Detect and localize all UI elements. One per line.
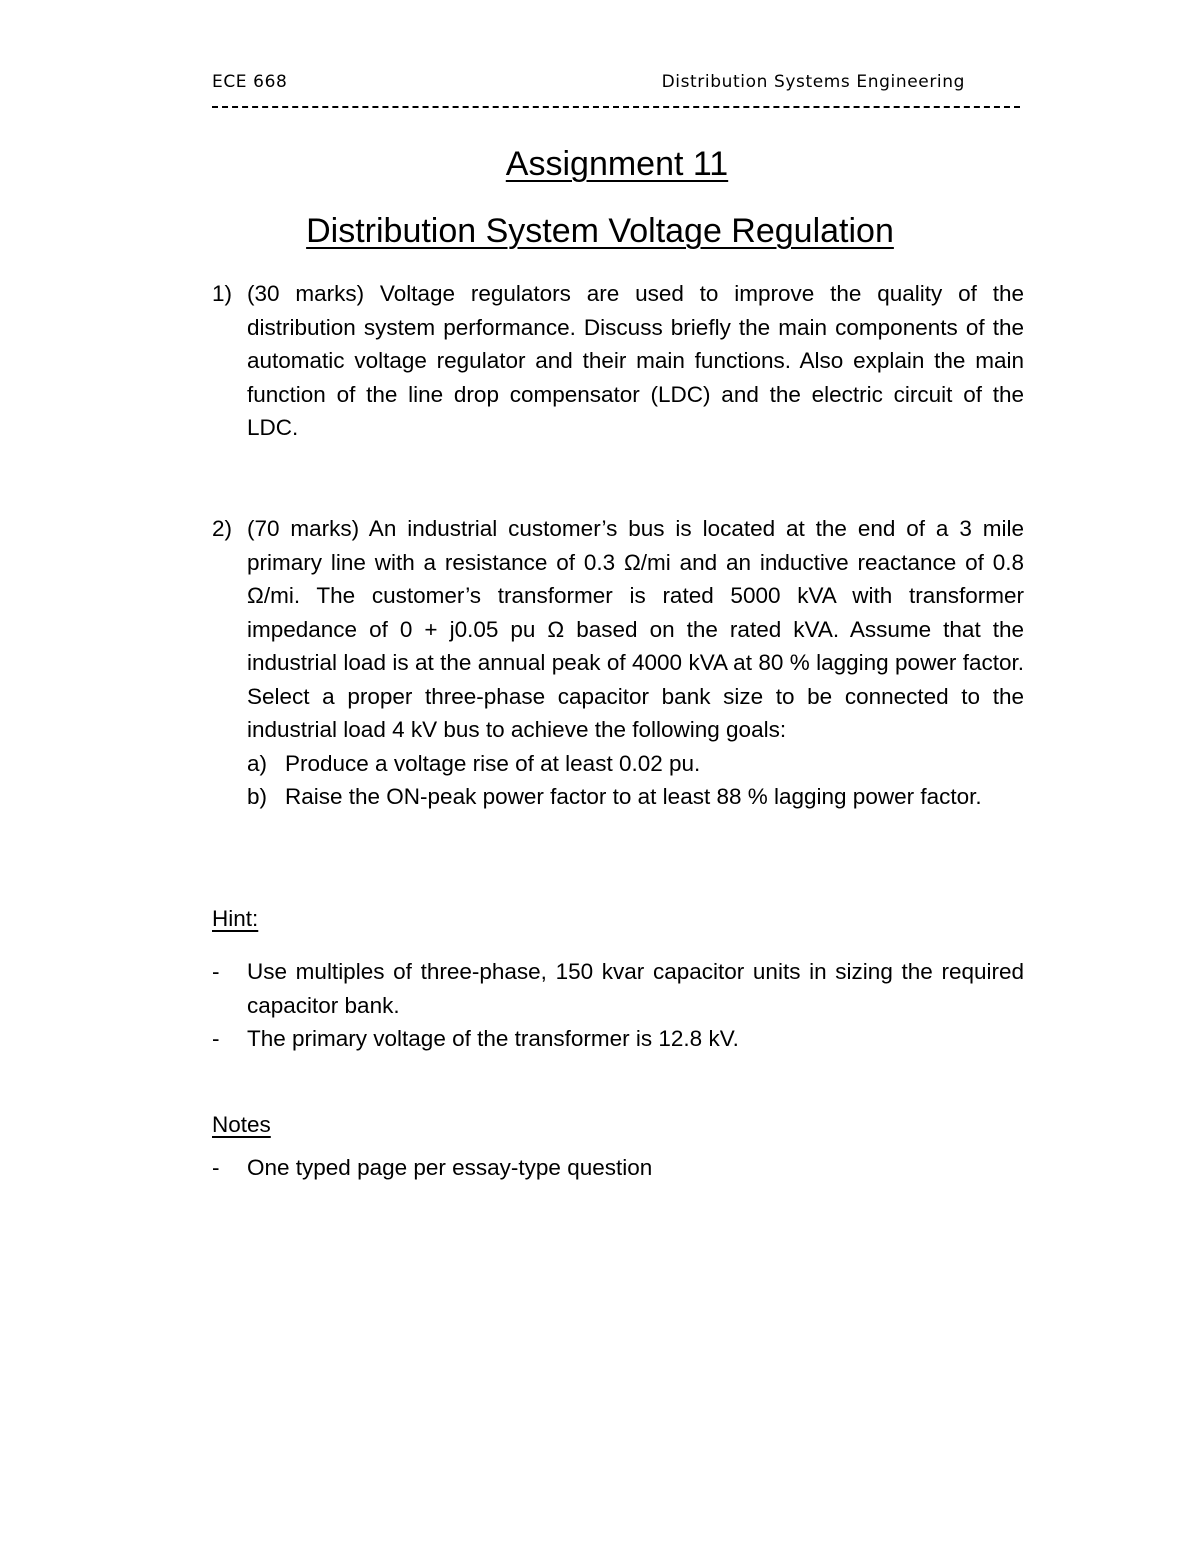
goal-text: Raise the ON-peak power factor to at least 88 % lagging power factor. bbox=[285, 784, 982, 809]
question-number: 2) bbox=[212, 516, 233, 541]
notes-list bbox=[212, 1151, 1024, 1185]
goal-letter: b) bbox=[247, 784, 268, 809]
header-divider bbox=[212, 106, 1020, 108]
assignment-title: Assignment 11 bbox=[505, 145, 729, 183]
goal-letter: a) bbox=[247, 750, 268, 776]
assignment-topic: Distribution System Voltage Regulation bbox=[306, 212, 894, 250]
hint-list bbox=[212, 955, 1024, 1056]
question-text: (30 marks) Voltage regulators are used to improve the quality of the distribution system performance. Discuss briefly the main components of the automatic voltage regulator and their main functions. Also explain the main function of the line drop compensator (LDC) and the electric circuit of the LDC. bbox=[247, 281, 1024, 440]
dash-bullet: - bbox=[212, 1155, 220, 1180]
goal-item-a bbox=[247, 747, 1024, 781]
dash-bullet: - bbox=[212, 959, 220, 984]
dash-bullet: - bbox=[212, 1026, 220, 1051]
question-2 bbox=[212, 512, 1024, 814]
list-item bbox=[212, 1022, 1024, 1056]
list-item bbox=[212, 955, 1024, 1022]
notes-heading: Notes bbox=[212, 1112, 271, 1137]
course-code: ECE 668 bbox=[212, 72, 288, 92]
hint-text: The primary voltage of the transformer is 12.8 kV. bbox=[247, 1026, 739, 1051]
question-number: 1) bbox=[212, 281, 233, 306]
hint-heading: Hint: bbox=[212, 906, 259, 931]
hint-text: Use multiples of three-phase, 150 kvar capacitor units in sizing the required capacitor bank. bbox=[247, 959, 1024, 1018]
goal-item-b bbox=[247, 780, 1024, 814]
note-text: One typed page per essay-type question bbox=[247, 1155, 653, 1180]
question-text: (70 marks) An industrial customer’s bus is located at the end of a 3 mile primary line with a resistance of 0.3 Ω/mi and an inductive reactance of 0.8 Ω/mi. The customer’s transformer is rated 5000 kVA with transformer impedance of 0 + j0.05 pu Ω based on the rated kVA. Assume that the industrial load is at the annual peak of 4000 kVA at 80 % lagging power factor. Select a proper three-phase capacitor bank size to be connected to the industrial load 4 kV bus to achieve the following goals: bbox=[247, 516, 1024, 742]
goal-text: Produce a voltage rise of at least 0.02 pu. bbox=[285, 750, 701, 776]
course-subject: Distribution Systems Engineering bbox=[661, 72, 965, 92]
question-body bbox=[247, 512, 1024, 814]
question-1 bbox=[212, 277, 1024, 445]
list-item bbox=[212, 1151, 1024, 1185]
